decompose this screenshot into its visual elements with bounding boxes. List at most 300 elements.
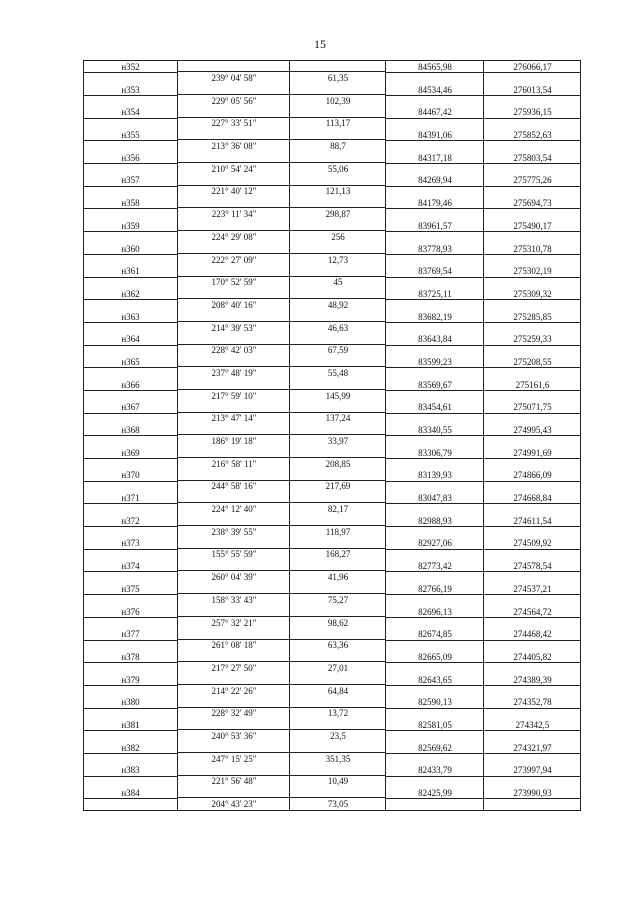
angle-cell bbox=[177, 469, 290, 492]
x-coordinate-cell bbox=[385, 174, 484, 197]
y-coordinate-cell bbox=[483, 764, 581, 787]
distance-value: 137,24 bbox=[325, 413, 351, 424]
angle-cell bbox=[177, 651, 290, 674]
angle-cell bbox=[177, 174, 290, 197]
point-cell bbox=[84, 84, 177, 107]
distance-value: 12,73 bbox=[327, 254, 349, 265]
point-cell bbox=[84, 106, 177, 129]
table-row bbox=[83, 424, 581, 447]
table-row bbox=[83, 265, 581, 288]
point-label: н360 bbox=[121, 243, 140, 254]
angle-value: 214° 22' 26" bbox=[211, 685, 257, 696]
table-row bbox=[83, 787, 581, 811]
y-coordinate-cell bbox=[483, 333, 581, 356]
y-coordinate-cell bbox=[483, 537, 581, 560]
angle-value: 229° 05' 56" bbox=[211, 95, 257, 106]
y-coordinate-cell bbox=[483, 379, 581, 402]
y-coordinate-cell bbox=[483, 583, 581, 606]
point-label: н363 bbox=[121, 311, 140, 322]
x-coordinate-value: 84269,94 bbox=[418, 175, 452, 186]
point-cell bbox=[84, 764, 177, 787]
table-row bbox=[83, 243, 581, 266]
distance-value: 61,35 bbox=[327, 73, 349, 83]
angle-value: 217° 59' 10" bbox=[211, 390, 257, 401]
angle-value: 214° 39' 53" bbox=[211, 322, 257, 333]
distance-cell bbox=[289, 311, 386, 334]
y-coordinate-cell bbox=[483, 560, 581, 583]
y-coordinate-cell bbox=[483, 311, 581, 334]
point-cell bbox=[84, 742, 177, 765]
distance-cell bbox=[289, 333, 386, 356]
point-cell bbox=[84, 583, 177, 606]
angle-value: 170° 52' 59" bbox=[211, 277, 257, 288]
point-cell bbox=[84, 129, 177, 152]
y-coordinate-value: 273990,93 bbox=[513, 788, 552, 798]
angle-cell bbox=[177, 719, 290, 742]
distance-cell bbox=[289, 356, 386, 379]
table-row bbox=[83, 628, 581, 651]
distance-value: 121,13 bbox=[325, 186, 351, 197]
y-coordinate-cell bbox=[483, 606, 581, 629]
y-coordinate-value: 275285,85 bbox=[513, 311, 552, 322]
x-coordinate-value: 82425,99 bbox=[418, 788, 452, 798]
y-coordinate-cell bbox=[483, 628, 581, 651]
angle-cell bbox=[177, 515, 290, 538]
y-coordinate-cell bbox=[483, 787, 581, 810]
y-coordinate-value: 274468,42 bbox=[513, 629, 552, 640]
y-coordinate-value: 275936,15 bbox=[513, 107, 552, 118]
table-row bbox=[83, 696, 581, 719]
table-row bbox=[83, 288, 581, 311]
distance-cell bbox=[289, 628, 386, 651]
distance-cell bbox=[289, 447, 386, 470]
distance-cell bbox=[289, 764, 386, 787]
x-coordinate-value: 82665,09 bbox=[418, 651, 452, 662]
table-row bbox=[83, 674, 581, 697]
distance-value: 41,96 bbox=[327, 572, 349, 583]
x-coordinate-cell bbox=[385, 84, 484, 107]
y-coordinate-cell bbox=[483, 84, 581, 107]
point-cell bbox=[84, 492, 177, 515]
distance-value: 82,17 bbox=[327, 504, 349, 515]
angle-value: 260° 04' 39" bbox=[211, 572, 257, 583]
distance-value: 33,97 bbox=[327, 436, 349, 446]
y-coordinate-value: 274668,84 bbox=[513, 493, 552, 504]
x-coordinate-cell bbox=[385, 560, 484, 583]
distance-cell bbox=[289, 424, 386, 447]
x-coordinate-value: 83769,54 bbox=[418, 266, 452, 277]
x-coordinate-cell bbox=[385, 424, 484, 447]
angle-cell bbox=[177, 424, 290, 447]
x-coordinate-value: 82766,19 bbox=[418, 583, 452, 594]
table-row bbox=[83, 515, 581, 538]
distance-cell bbox=[289, 742, 386, 765]
point-label: н377 bbox=[121, 629, 140, 640]
x-coordinate-cell bbox=[385, 333, 484, 356]
angle-value: 223° 11' 34" bbox=[211, 209, 257, 220]
y-coordinate-value: 274509,92 bbox=[513, 538, 552, 549]
angle-cell bbox=[177, 61, 290, 84]
distance-value: 88,7 bbox=[330, 141, 346, 152]
table-row bbox=[83, 106, 581, 129]
y-coordinate-cell bbox=[483, 696, 581, 719]
point-label: н354 bbox=[121, 107, 140, 118]
angle-cell bbox=[177, 197, 290, 220]
y-coordinate-cell bbox=[483, 742, 581, 765]
angle-cell bbox=[177, 606, 290, 629]
distance-cell bbox=[289, 220, 386, 243]
y-coordinate-cell bbox=[483, 152, 581, 175]
x-coordinate-cell bbox=[385, 628, 484, 651]
y-coordinate-value: 275310,78 bbox=[513, 243, 552, 254]
y-coordinate-value: 275259,33 bbox=[513, 334, 552, 345]
y-coordinate-cell bbox=[483, 674, 581, 697]
angle-value: 228° 32' 49" bbox=[211, 708, 257, 719]
angle-cell bbox=[177, 628, 290, 651]
x-coordinate-value: 84467,42 bbox=[418, 107, 452, 118]
point-cell bbox=[84, 696, 177, 719]
y-coordinate-value: 275852,63 bbox=[513, 130, 552, 141]
distance-cell bbox=[289, 84, 386, 107]
distance-value: 113,17 bbox=[325, 118, 351, 129]
distance-value: 102,39 bbox=[325, 95, 351, 106]
x-coordinate-cell bbox=[385, 719, 484, 742]
x-coordinate-cell bbox=[385, 515, 484, 538]
table-row bbox=[83, 197, 581, 220]
x-coordinate-cell bbox=[385, 447, 484, 470]
y-coordinate-value: 275309,32 bbox=[513, 288, 552, 299]
distance-value: 351,35 bbox=[325, 753, 351, 764]
table-row bbox=[83, 311, 581, 334]
x-coordinate-cell bbox=[385, 129, 484, 152]
x-coordinate-cell bbox=[385, 674, 484, 697]
distance-cell bbox=[289, 651, 386, 674]
angle-cell bbox=[177, 311, 290, 334]
table-row bbox=[83, 129, 581, 152]
y-coordinate-value: 275071,75 bbox=[513, 402, 552, 413]
distance-value: 27,01 bbox=[327, 662, 349, 673]
x-coordinate-cell bbox=[385, 356, 484, 379]
point-cell bbox=[84, 447, 177, 470]
distance-value: 55,06 bbox=[327, 163, 349, 174]
x-coordinate-cell bbox=[385, 106, 484, 129]
point-cell bbox=[84, 787, 177, 810]
distance-value: 63,36 bbox=[327, 640, 349, 651]
point-cell bbox=[84, 401, 177, 424]
point-cell bbox=[84, 311, 177, 334]
x-coordinate-value: 84179,46 bbox=[418, 198, 452, 209]
point-label: н356 bbox=[121, 152, 140, 163]
distance-value: 48,92 bbox=[327, 299, 349, 310]
point-label: н355 bbox=[121, 130, 140, 141]
distance-cell bbox=[289, 106, 386, 129]
angle-value: 216° 58' 11" bbox=[211, 458, 257, 469]
x-coordinate-cell bbox=[385, 696, 484, 719]
point-label: н365 bbox=[121, 356, 140, 367]
distance-cell bbox=[289, 243, 386, 266]
y-coordinate-cell bbox=[483, 220, 581, 243]
angle-cell bbox=[177, 356, 290, 379]
point-label: н357 bbox=[121, 175, 140, 186]
y-coordinate-value: 273997,94 bbox=[513, 765, 552, 776]
table-row bbox=[83, 401, 581, 424]
point-label: н352 bbox=[121, 62, 140, 72]
y-coordinate-value: 274352,78 bbox=[513, 697, 552, 708]
angle-cell bbox=[177, 537, 290, 560]
angle-value: 228° 42' 03" bbox=[211, 345, 257, 356]
distance-cell bbox=[289, 197, 386, 220]
angle-cell bbox=[177, 447, 290, 470]
distance-value: 13,72 bbox=[327, 708, 349, 719]
x-coordinate-value: 84317,18 bbox=[418, 152, 452, 163]
point-cell bbox=[84, 651, 177, 674]
x-coordinate-cell bbox=[385, 311, 484, 334]
x-coordinate-cell bbox=[385, 787, 484, 810]
x-coordinate-value: 83643,84 bbox=[418, 334, 452, 345]
distance-cell bbox=[289, 560, 386, 583]
x-coordinate-value: 82988,93 bbox=[418, 515, 452, 526]
point-label: н361 bbox=[121, 266, 140, 277]
distance-cell bbox=[289, 379, 386, 402]
table-row bbox=[83, 742, 581, 765]
table-row bbox=[83, 492, 581, 515]
x-coordinate-value: 83599,23 bbox=[418, 356, 452, 367]
distance-cell bbox=[289, 265, 386, 288]
point-label: н374 bbox=[121, 561, 140, 572]
x-coordinate-cell bbox=[385, 152, 484, 175]
angle-value: 208° 40' 16" bbox=[211, 299, 257, 310]
x-coordinate-value: 83778,93 bbox=[418, 243, 452, 254]
point-label: н358 bbox=[121, 198, 140, 209]
x-coordinate-value: 82569,62 bbox=[418, 742, 452, 753]
angle-value: 155° 55' 59" bbox=[211, 549, 257, 560]
distance-cell bbox=[289, 719, 386, 742]
angle-cell bbox=[177, 696, 290, 719]
table-row bbox=[83, 469, 581, 492]
angle-value: 213° 36' 08" bbox=[211, 141, 257, 152]
distance-value: 168,27 bbox=[325, 549, 351, 560]
point-label: н379 bbox=[121, 674, 140, 685]
angle-value: 261° 08' 18" bbox=[211, 640, 257, 651]
coordinates-table bbox=[83, 60, 581, 811]
x-coordinate-value: 82696,13 bbox=[418, 606, 452, 617]
point-label: н364 bbox=[121, 334, 140, 345]
angle-value: 186° 19' 18" bbox=[211, 436, 257, 446]
angle-cell bbox=[177, 333, 290, 356]
y-coordinate-value: 275208,55 bbox=[513, 356, 552, 367]
y-coordinate-cell bbox=[483, 106, 581, 129]
table-row bbox=[83, 537, 581, 560]
distance-cell bbox=[289, 61, 386, 84]
x-coordinate-cell bbox=[385, 606, 484, 629]
point-cell bbox=[84, 515, 177, 538]
distance-value: 298,87 bbox=[325, 209, 351, 220]
x-coordinate-value: 82773,42 bbox=[418, 561, 452, 572]
x-coordinate-cell bbox=[385, 583, 484, 606]
x-coordinate-cell bbox=[385, 537, 484, 560]
x-coordinate-value: 82674,85 bbox=[418, 629, 452, 640]
y-coordinate-cell bbox=[483, 424, 581, 447]
x-coordinate-value: 83569,67 bbox=[418, 379, 452, 390]
x-coordinate-value: 82643,65 bbox=[418, 674, 452, 685]
y-coordinate-cell bbox=[483, 492, 581, 515]
angle-cell bbox=[177, 288, 290, 311]
y-coordinate-cell bbox=[483, 288, 581, 311]
distance-value: 55,48 bbox=[327, 367, 349, 378]
distance-value: 75,27 bbox=[327, 594, 349, 605]
angle-cell bbox=[177, 129, 290, 152]
point-label: н381 bbox=[121, 719, 140, 730]
distance-cell bbox=[289, 401, 386, 424]
table-row bbox=[83, 447, 581, 470]
distance-value: 10,49 bbox=[327, 776, 349, 787]
y-coordinate-value: 274321,97 bbox=[513, 742, 552, 753]
table-row bbox=[83, 606, 581, 629]
point-cell bbox=[84, 356, 177, 379]
y-coordinate-value: 276013,54 bbox=[513, 84, 552, 95]
point-cell bbox=[84, 719, 177, 742]
angle-cell bbox=[177, 152, 290, 175]
y-coordinate-value: 275803,54 bbox=[513, 152, 552, 163]
y-coordinate-cell bbox=[483, 243, 581, 266]
table-row bbox=[83, 379, 581, 402]
point-label: н367 bbox=[121, 402, 140, 413]
table-row bbox=[83, 651, 581, 674]
angle-value: 224° 29' 08" bbox=[211, 231, 257, 242]
y-coordinate-cell bbox=[483, 174, 581, 197]
point-label: н384 bbox=[121, 788, 140, 798]
angle-value: 240° 53' 36" bbox=[211, 730, 257, 741]
y-coordinate-cell bbox=[483, 469, 581, 492]
point-label: н368 bbox=[121, 425, 140, 435]
distance-cell bbox=[289, 492, 386, 515]
point-cell bbox=[84, 197, 177, 220]
distance-cell bbox=[289, 515, 386, 538]
y-coordinate-value: 275694,73 bbox=[513, 198, 552, 209]
angle-value: 204° 43' 23" bbox=[211, 799, 257, 809]
table-row bbox=[83, 220, 581, 243]
y-coordinate-value: 274611,54 bbox=[513, 515, 552, 526]
x-coordinate-value: 83139,93 bbox=[418, 470, 452, 481]
distance-value: 145,99 bbox=[325, 390, 351, 401]
angle-cell bbox=[177, 84, 290, 107]
distance-cell bbox=[289, 583, 386, 606]
table-row bbox=[83, 356, 581, 379]
distance-value: 208,85 bbox=[325, 458, 351, 469]
point-label: н362 bbox=[121, 288, 140, 299]
table-row bbox=[83, 764, 581, 787]
y-coordinate-cell bbox=[483, 129, 581, 152]
point-cell bbox=[84, 469, 177, 492]
point-cell bbox=[84, 424, 177, 447]
y-coordinate-value: 274991,69 bbox=[513, 447, 552, 458]
point-cell bbox=[84, 265, 177, 288]
angle-value: 221° 56' 48" bbox=[211, 776, 257, 787]
x-coordinate-cell bbox=[385, 492, 484, 515]
point-cell bbox=[84, 288, 177, 311]
x-coordinate-cell bbox=[385, 742, 484, 765]
point-label: н369 bbox=[121, 447, 140, 458]
y-coordinate-value: 275775,26 bbox=[513, 175, 552, 186]
distance-cell bbox=[289, 696, 386, 719]
point-cell bbox=[84, 61, 177, 84]
page-number: 15 bbox=[314, 37, 326, 51]
distance-value: 23,5 bbox=[330, 730, 346, 741]
y-coordinate-value: 275490,17 bbox=[513, 220, 552, 231]
x-coordinate-value: 84534,46 bbox=[418, 84, 452, 95]
y-coordinate-cell bbox=[483, 401, 581, 424]
distance-value: 118,97 bbox=[325, 526, 351, 537]
x-coordinate-cell bbox=[385, 764, 484, 787]
point-label: н366 bbox=[121, 379, 140, 390]
angle-cell bbox=[177, 220, 290, 243]
point-cell bbox=[84, 243, 177, 266]
x-coordinate-value: 83340,55 bbox=[418, 425, 452, 435]
distance-cell bbox=[289, 674, 386, 697]
point-label: н376 bbox=[121, 606, 140, 617]
angle-cell bbox=[177, 379, 290, 402]
x-coordinate-cell bbox=[385, 265, 484, 288]
distance-value: 67,59 bbox=[327, 345, 349, 356]
distance-cell bbox=[289, 606, 386, 629]
x-coordinate-value: 82433,79 bbox=[418, 765, 452, 776]
angle-value: 247° 15' 25" bbox=[211, 753, 257, 764]
table-row bbox=[83, 560, 581, 583]
y-coordinate-value: 274564,72 bbox=[513, 606, 552, 617]
angle-cell bbox=[177, 742, 290, 765]
point-cell bbox=[84, 379, 177, 402]
point-label: н378 bbox=[121, 651, 140, 662]
angle-cell bbox=[177, 560, 290, 583]
angle-value: 221° 40' 12" bbox=[211, 186, 257, 197]
table-row bbox=[83, 719, 581, 742]
point-label: н373 bbox=[121, 538, 140, 549]
x-coordinate-cell bbox=[385, 469, 484, 492]
x-coordinate-value: 82590,13 bbox=[418, 697, 452, 708]
point-label: н383 bbox=[121, 765, 140, 776]
angle-value: 213° 47' 14" bbox=[211, 413, 257, 424]
point-cell bbox=[84, 333, 177, 356]
y-coordinate-value: 275302,19 bbox=[513, 266, 552, 277]
x-coordinate-value: 83454,61 bbox=[418, 402, 452, 413]
x-coordinate-value: 84565,98 bbox=[418, 62, 452, 72]
table-row bbox=[83, 60, 581, 84]
point-label: н359 bbox=[121, 220, 140, 231]
y-coordinate-cell bbox=[483, 719, 581, 742]
y-coordinate-value: 275161,6 bbox=[515, 379, 550, 390]
angle-cell bbox=[177, 492, 290, 515]
angle-cell bbox=[177, 243, 290, 266]
point-label: н380 bbox=[121, 697, 140, 708]
angle-cell bbox=[177, 106, 290, 129]
table-row bbox=[83, 333, 581, 356]
y-coordinate-cell bbox=[483, 265, 581, 288]
distance-value: 256 bbox=[331, 231, 345, 242]
y-coordinate-cell bbox=[483, 651, 581, 674]
x-coordinate-cell bbox=[385, 243, 484, 266]
table-row bbox=[83, 583, 581, 606]
angle-cell bbox=[177, 401, 290, 424]
angle-cell bbox=[177, 787, 290, 810]
x-coordinate-cell bbox=[385, 61, 484, 84]
x-coordinate-value: 83047,83 bbox=[418, 493, 452, 504]
distance-value: 73,05 bbox=[327, 799, 349, 809]
table-row bbox=[83, 174, 581, 197]
y-coordinate-value: 276066,17 bbox=[513, 62, 552, 72]
point-label: н370 bbox=[121, 470, 140, 481]
y-coordinate-cell bbox=[483, 356, 581, 379]
angle-cell bbox=[177, 265, 290, 288]
